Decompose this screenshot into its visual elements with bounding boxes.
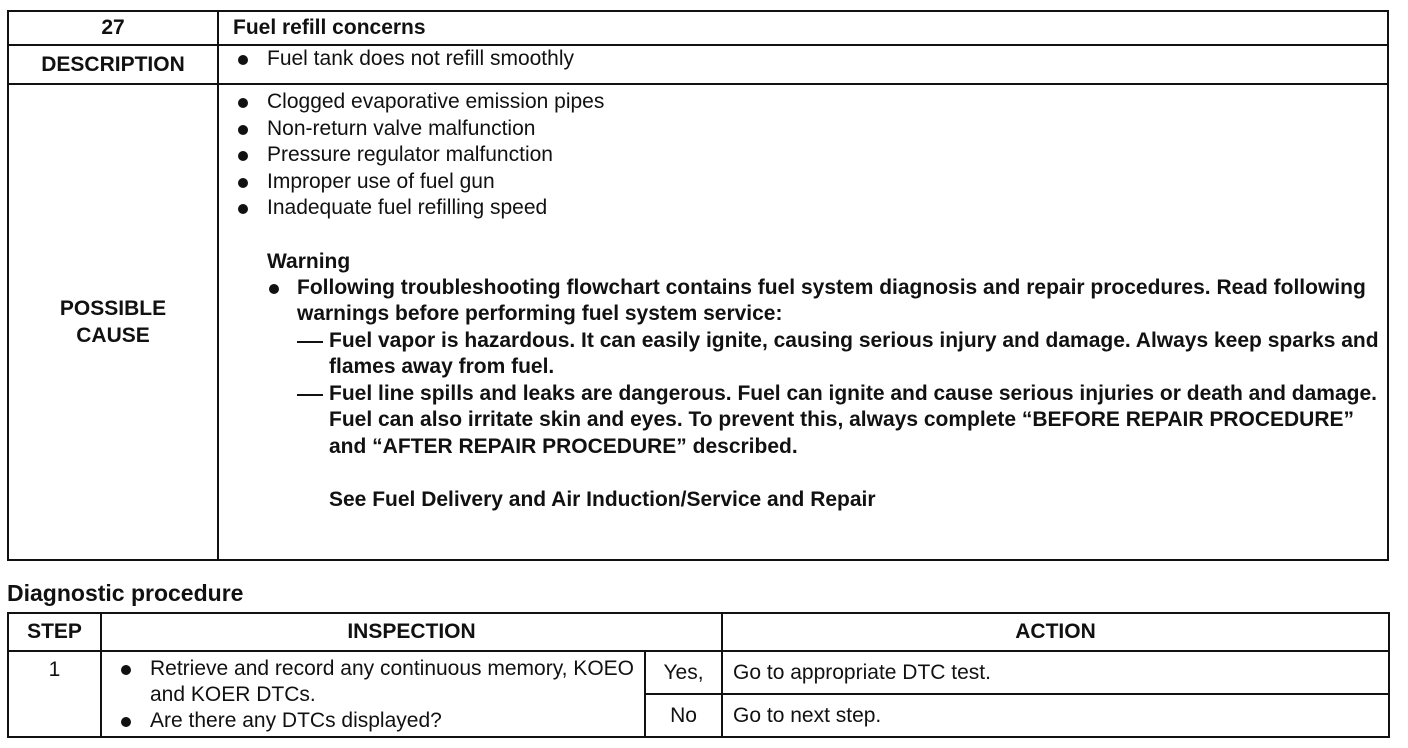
concern-header-row <box>8 11 1388 45</box>
list-item: Retrieve and record any continuous memory, KOEO and KOER DTCs. <box>116 656 638 708</box>
inspection-cell <box>101 651 645 737</box>
list-item: Inadequate fuel refilling speed <box>233 195 1387 222</box>
yes-label: Yes, <box>645 651 722 694</box>
description-list <box>233 46 1387 73</box>
warning-dash-item <box>267 328 1387 381</box>
warning-title: Warning <box>267 249 351 273</box>
cause-list <box>233 89 1387 222</box>
list-item: Fuel tank does not refill smoothly <box>233 46 1387 73</box>
dash-icon <box>297 341 323 343</box>
step-header: STEP <box>8 613 101 651</box>
possible-cause-row <box>8 84 1388 560</box>
no-label: No <box>645 694 722 737</box>
possible-cause-label-line1: POSSIBLE <box>59 297 167 320</box>
concern-table <box>7 10 1389 561</box>
possible-cause-label <box>8 84 218 560</box>
list-item: Improper use of fuel gun <box>233 169 1387 196</box>
warning-dash-item <box>267 381 1387 461</box>
list-item: Pressure regulator malfunction <box>233 142 1387 169</box>
warning-dash-text: Fuel line spills and leaks are dangerous. Fuel can ignite and cause serious injuries or death and damage. Fuel can also irritate skin and eyes. To prevent this, always complete “BEFORE REPAIR PROCEDURE” and “AFTER REPAIR PROCEDURE” described. <box>329 381 1377 458</box>
warning-block <box>267 248 1387 514</box>
list-item: Are there any DTCs displayed? <box>116 708 638 734</box>
concern-title: Fuel refill concerns <box>218 11 1388 45</box>
procedure-table <box>7 612 1390 738</box>
bullet-icon <box>269 284 279 294</box>
list-item: Non-return valve malfunction <box>233 116 1387 143</box>
table-row <box>8 651 1389 694</box>
procedure-header-row <box>8 613 1389 651</box>
possible-cause-label-line2: CAUSE <box>76 324 150 347</box>
inspection-list <box>116 656 638 734</box>
action-header: ACTION <box>722 613 1389 651</box>
step-number: 1 <box>8 651 101 737</box>
warning-dash-text: Fuel vapor is hazardous. It can easily ignite, causing serious injury and damage. Always keep sparks and flames away from fuel. <box>329 328 1379 378</box>
concern-number: 27 <box>8 11 218 45</box>
description-content <box>218 45 1388 84</box>
see-reference: See Fuel Delivery and Air Induction/Service and Repair <box>329 488 876 511</box>
list-item: Clogged evaporative emission pipes <box>233 89 1387 116</box>
possible-cause-content <box>218 84 1388 560</box>
yes-action: Go to appropriate DTC test. <box>722 651 1389 694</box>
description-row <box>8 45 1388 84</box>
no-action: Go to next step. <box>722 694 1389 737</box>
warning-text: Following troubleshooting flowchart contains fuel system diagnosis and repair procedures. Read following warnings before performing fuel system service: <box>297 275 1366 325</box>
dash-icon <box>297 394 323 396</box>
description-label: DESCRIPTION <box>8 45 218 84</box>
warning-item <box>267 275 1387 328</box>
inspection-header: INSPECTION <box>101 613 722 651</box>
section-title: Diagnostic procedure <box>7 580 244 606</box>
